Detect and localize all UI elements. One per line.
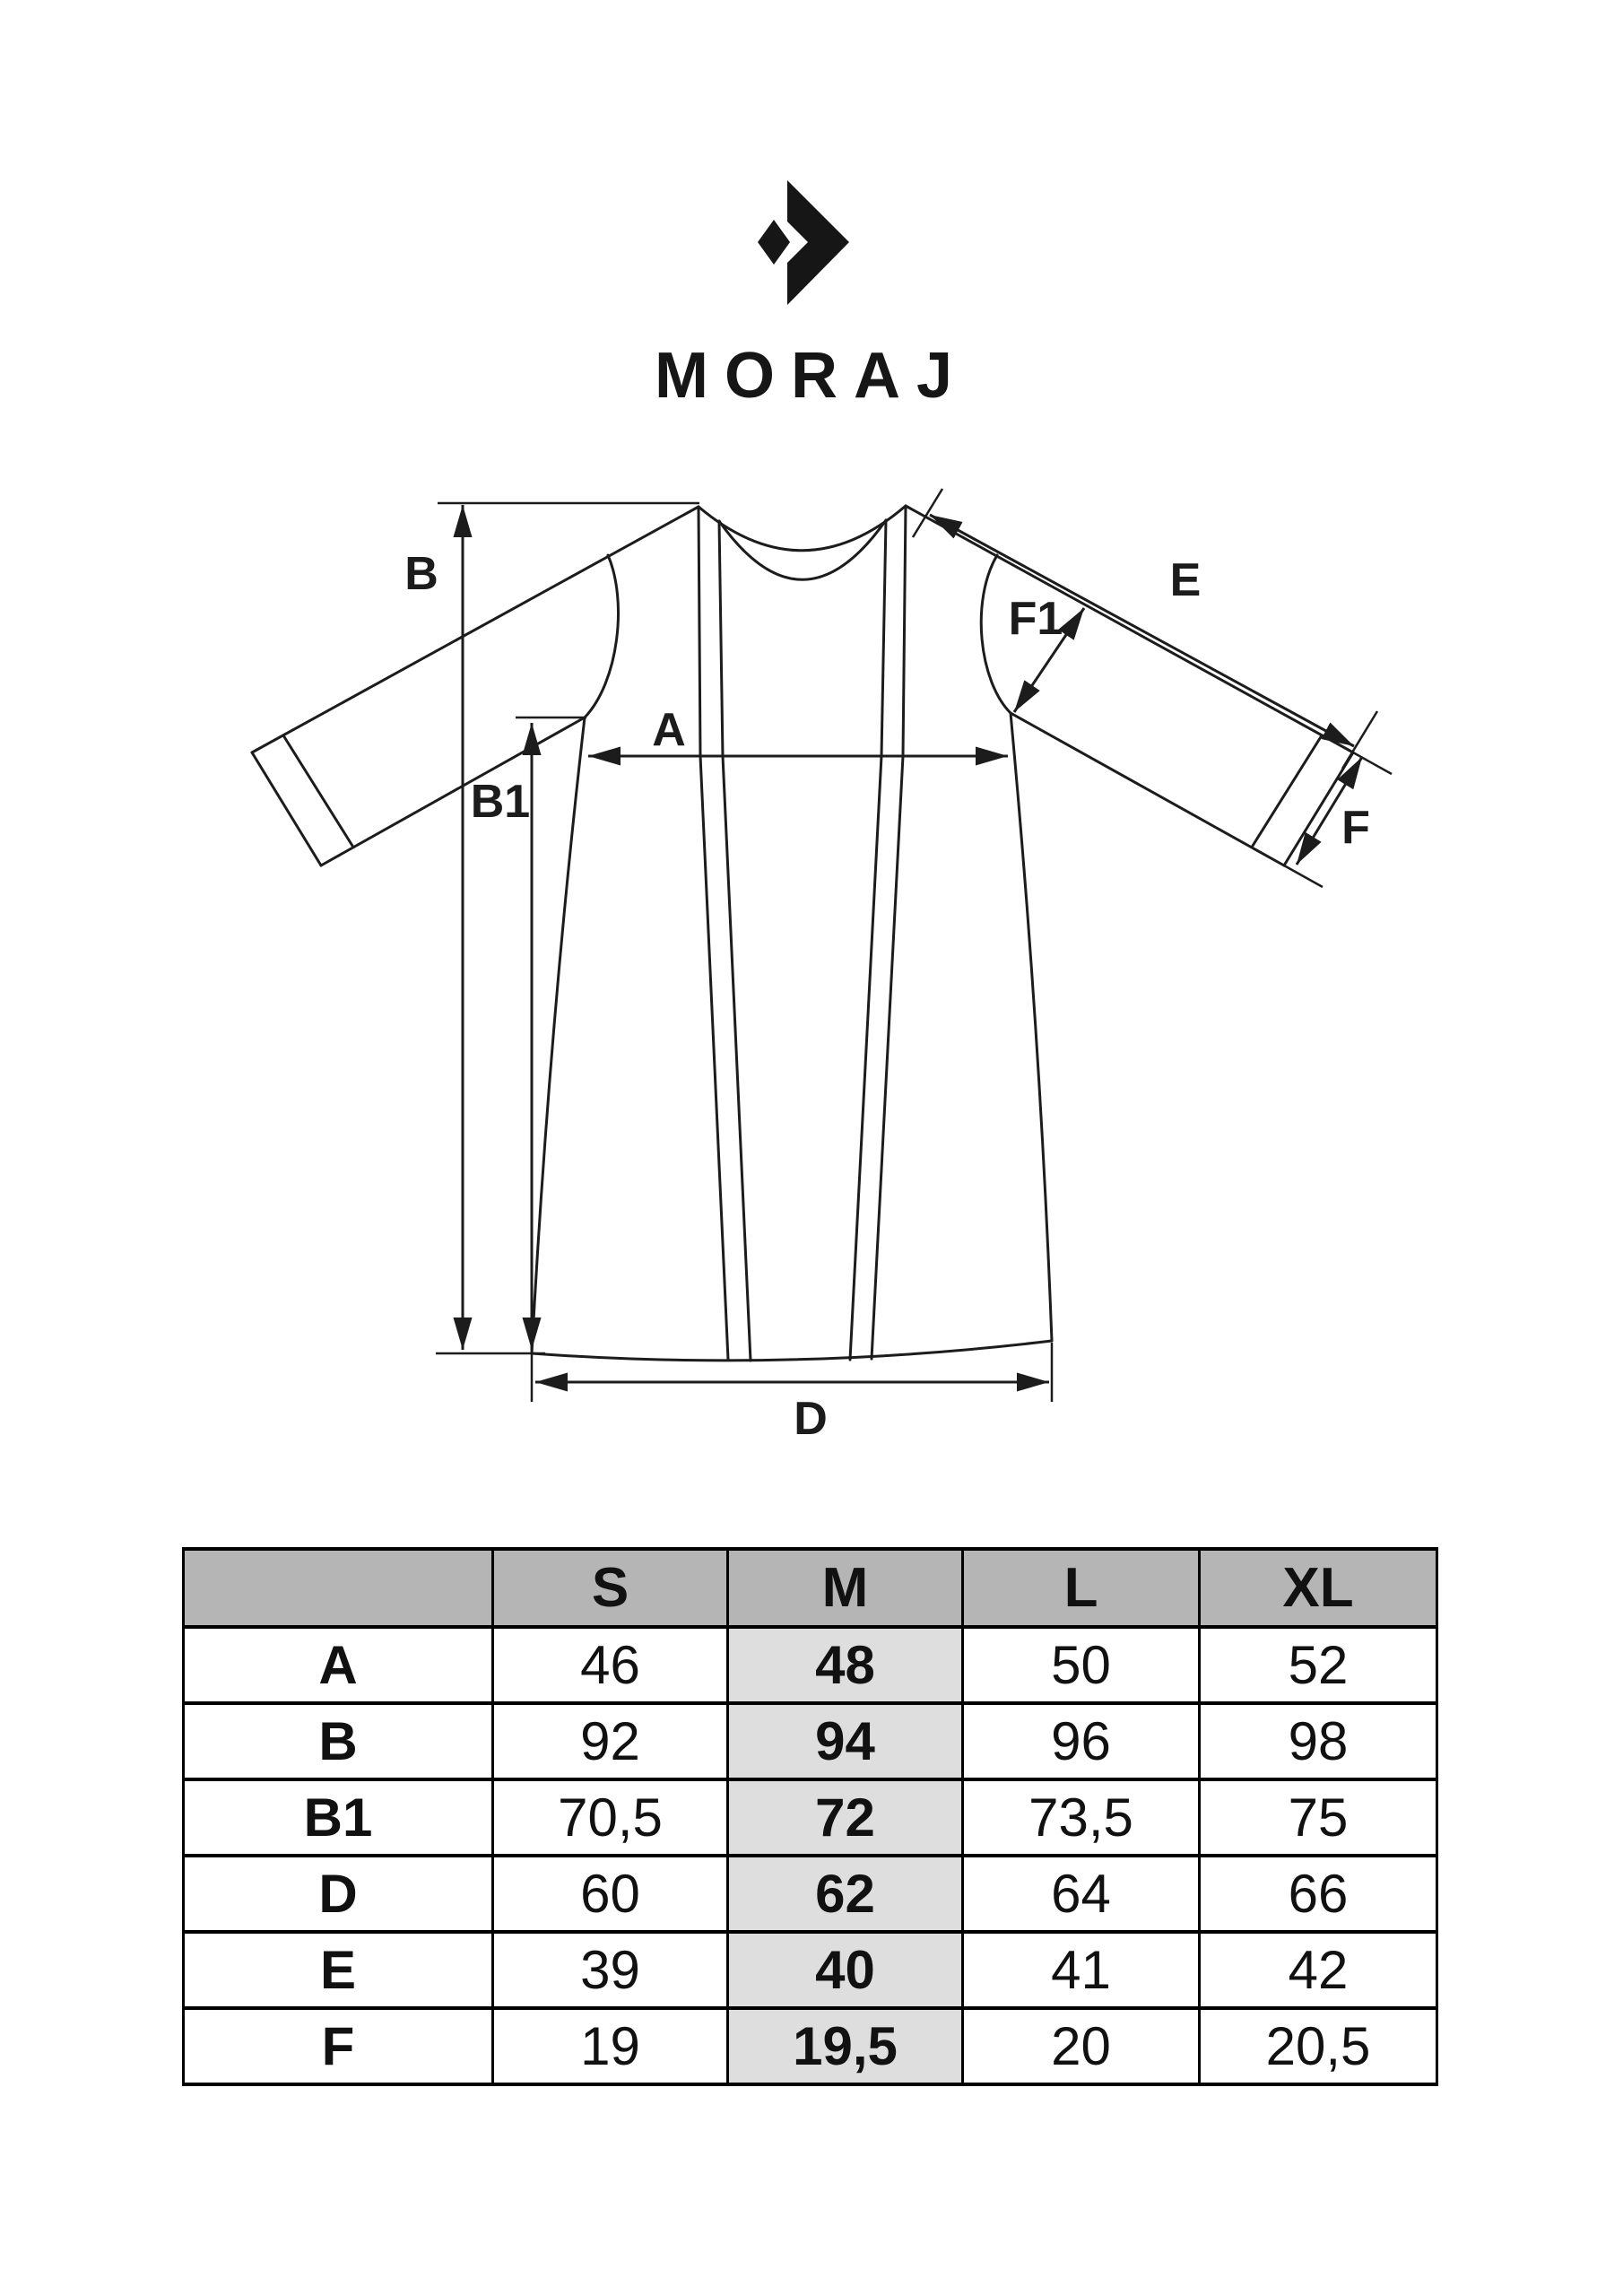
dimension-label-cell: E: [184, 1932, 493, 2008]
table-row-b: [184, 1703, 1437, 1779]
dim-label-f: F: [1341, 802, 1370, 854]
right-sleeve-top-seam: [906, 506, 1353, 752]
left-cuff-band-line: [283, 735, 352, 846]
size-column-header-m: M: [728, 1549, 963, 1627]
dim-label-e: E: [1169, 554, 1202, 606]
left-sleeve-end-edge: [252, 752, 321, 865]
value-cell: 52: [1200, 1627, 1437, 1703]
moraj-logo-icon: [758, 180, 849, 305]
moraj-wordmark: MORAJ: [654, 340, 969, 412]
right-armhole-curve: [981, 555, 1011, 713]
value-cell-highlighted: 62: [728, 1856, 963, 1932]
right-cuff-band-line: [1253, 735, 1322, 846]
right-front-band-inner-line: [850, 520, 886, 1360]
left-front-band-outer-line: [699, 507, 728, 1360]
value-cell: 50: [963, 1627, 1200, 1703]
size-chart-table: [182, 1547, 1438, 2086]
table-row-f: [184, 2008, 1437, 2084]
dim-label-d: D: [794, 1393, 828, 1445]
logo-diamond-shape: [758, 220, 790, 265]
size-column-header-s: S: [493, 1549, 728, 1627]
corner-cell: [184, 1549, 493, 1627]
value-cell: 66: [1200, 1856, 1437, 1932]
right-front-band-outer-line: [872, 506, 906, 1359]
value-cell: 41: [963, 1932, 1200, 2008]
value-cell: 75: [1200, 1779, 1437, 1856]
size-column-header-xl: XL: [1200, 1549, 1437, 1627]
dimension-label-cell: F: [184, 2008, 493, 2084]
left-front-band-inner-line: [719, 521, 751, 1361]
left-side-seam: [532, 718, 585, 1353]
value-cell: 70,5: [493, 1779, 728, 1856]
value-cell: 60: [493, 1856, 728, 1932]
table-row-d: [184, 1856, 1437, 1932]
dim-label-b: B: [404, 548, 438, 600]
right-sleeve-underside-seam: [1011, 713, 1284, 865]
value-cell: 39: [493, 1932, 728, 2008]
table-row-a: [184, 1627, 1437, 1703]
left-sleeve-top-seam: [252, 507, 699, 752]
extension-lines: [436, 489, 1392, 1402]
left-sleeve-underside-seam: [321, 718, 585, 865]
value-cell: 64: [963, 1856, 1200, 1932]
value-cell: 46: [493, 1627, 728, 1703]
hem-line: [532, 1341, 1052, 1361]
dimension-label-cell: B: [184, 1703, 493, 1779]
dim-label-b1: B1: [470, 776, 531, 828]
dimension-arrows: [463, 505, 1362, 1382]
table-row-b1: [184, 1779, 1437, 1856]
dimension-label-cell: A: [184, 1627, 493, 1703]
size-chart-header-row: [184, 1549, 1437, 1627]
value-cell-highlighted: 72: [728, 1779, 963, 1856]
f-bottom-extension-tick: [1284, 865, 1323, 887]
garment-outline: [252, 506, 1353, 1361]
back-neckline-outer-curve: [699, 506, 906, 551]
value-cell-highlighted: 94: [728, 1703, 963, 1779]
value-cell: 42: [1200, 1932, 1437, 2008]
dimension-label-cell: B1: [184, 1779, 493, 1856]
value-cell: 20: [963, 2008, 1200, 2084]
value-cell-highlighted: 40: [728, 1932, 963, 2008]
dim-e-arrow: [930, 515, 1354, 746]
right-side-seam: [1011, 713, 1052, 1341]
value-cell: 98: [1200, 1703, 1437, 1779]
value-cell: 19: [493, 2008, 728, 2084]
left-armhole-curve: [585, 555, 619, 718]
dim-label-f1: F1: [1008, 593, 1063, 645]
value-cell-highlighted: 48: [728, 1627, 963, 1703]
table-row-e: [184, 1932, 1437, 2008]
dim-label-a: A: [652, 704, 686, 756]
size-column-header-l: L: [963, 1549, 1200, 1627]
value-cell: 73,5: [963, 1779, 1200, 1856]
value-cell: 20,5: [1200, 2008, 1437, 2084]
value-cell: 92: [493, 1703, 728, 1779]
dimension-label-cell: D: [184, 1856, 493, 1932]
logo-chevron-shape: [787, 180, 849, 305]
value-cell-highlighted: 19,5: [728, 2008, 963, 2084]
value-cell: 96: [963, 1703, 1200, 1779]
